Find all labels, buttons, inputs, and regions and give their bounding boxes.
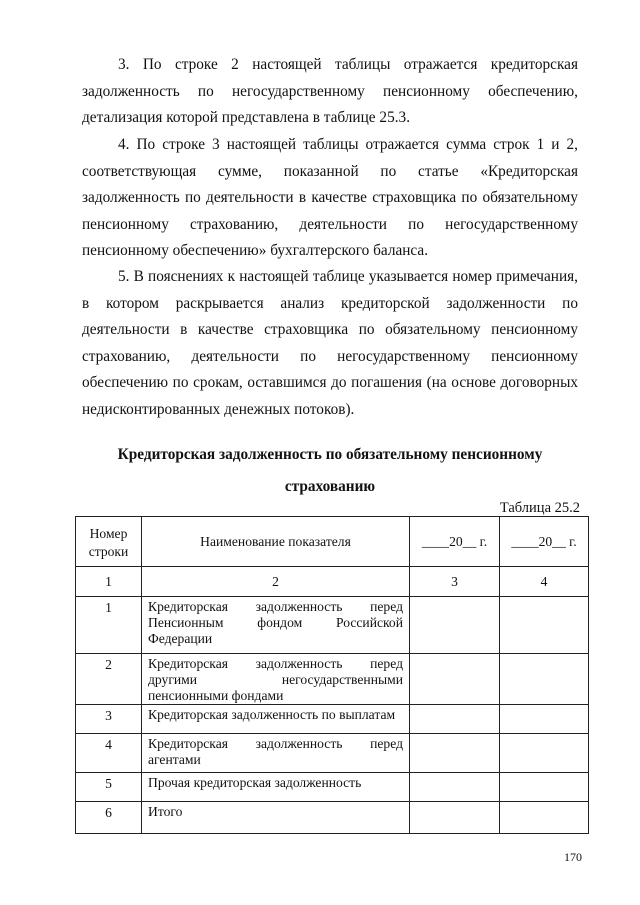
paragraph-4 (82, 132, 578, 265)
data-table (75, 516, 589, 834)
table-row (76, 597, 589, 654)
header-year-2: ____20__ г. (500, 517, 589, 567)
row-name: Кредиторская задолженность перед агентами (142, 734, 410, 773)
row-name: Кредиторская задолженность перед другими негосударственными пенсионными фондами (142, 654, 410, 705)
row-number: 5 (76, 773, 142, 802)
value-cell (500, 705, 589, 734)
value-cell (410, 705, 500, 734)
table-row (76, 802, 589, 834)
row-number: 4 (76, 734, 142, 773)
header-row-number: Номер строки (76, 517, 142, 567)
row-name: Прочая кредиторская задолженность (142, 773, 410, 802)
value-cell (410, 802, 500, 834)
table-row (76, 705, 589, 734)
paragraph-text: 4. По строке 3 настоящей таблицы отражается сумма строк 1 и 2, соответствующая сумме, показанной по статье «Кредиторская задолженность по деятельности в качестве страховщика по обязательному пенсионному страхованию, деятельности по негосударственному пенсионному обеспечению» бухгалтерского баланса. (82, 136, 578, 260)
header-indicator-name: Наименование показателя (142, 517, 410, 567)
row-number: 2 (76, 654, 142, 705)
row-number: 1 (76, 597, 142, 654)
row-number: 3 (76, 705, 142, 734)
row-name: Кредиторская задолженность по выплатам (142, 705, 410, 734)
value-cell (410, 734, 500, 773)
row-name: Итого (142, 802, 410, 834)
table-row (76, 734, 589, 773)
table-row (76, 654, 589, 705)
value-cell (500, 734, 589, 773)
table-row (76, 773, 589, 802)
column-number-row (76, 567, 589, 597)
table-header-row (76, 517, 589, 567)
page-number: 170 (564, 850, 582, 864)
table-number-label: Таблица 25.2 (499, 500, 580, 516)
row-number: 6 (76, 802, 142, 834)
value-cell (500, 597, 589, 654)
column-number: 2 (142, 567, 410, 597)
paragraph-text: 3. По строке 2 настоящей таблицы отражается кредиторская задолженность по негосударственному пенсионному обеспечению, детализация которой представлена в таблице 25.3. (82, 56, 578, 127)
table-title-line-1: Кредиторская задолженность по обязательному пенсионному (117, 446, 543, 463)
value-cell (410, 597, 500, 654)
paragraph-3 (82, 52, 578, 132)
value-cell (500, 773, 589, 802)
value-cell (500, 654, 589, 705)
value-cell (500, 802, 589, 834)
header-year-1: ____20__ г. (410, 517, 500, 567)
paragraph-text: 5. В пояснениях к настоящей таблице указывается номер примечания, в котором раскрывается анализ кредиторской задолженности по деятельности в качестве страховщика по обязательному пенсионному страхованию, деятельности по негосударственному пенсионному обеспечению по срокам, оставшимся до погашения (на основе договорных недисконтированных денежных потоков). (82, 268, 578, 418)
table-title-line-2: страхованию (284, 478, 376, 495)
column-number: 3 (410, 567, 500, 597)
column-number: 1 (76, 567, 142, 597)
row-name: Кредиторская задолженность перед Пенсионным фондом Российской Федерации (142, 597, 410, 654)
value-cell (410, 654, 500, 705)
paragraph-5 (82, 264, 578, 424)
column-number: 4 (500, 567, 589, 597)
value-cell (410, 773, 500, 802)
